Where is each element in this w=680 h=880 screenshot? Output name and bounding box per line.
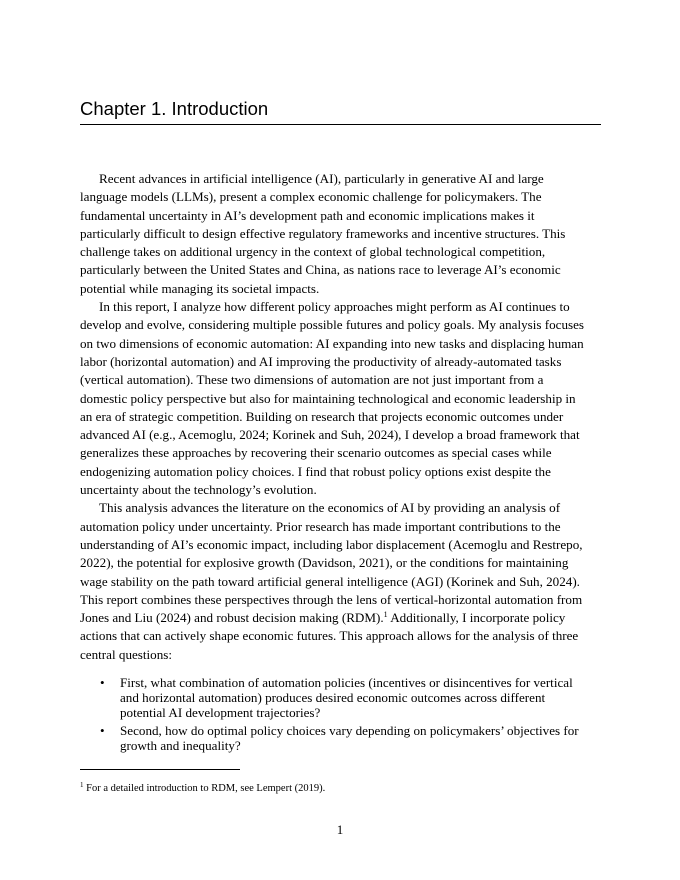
text-line: advanced AI (e.g., Acemoglu, 2024; Korinek and Suh, 2024), I develop a broad framework that xyxy=(80,427,580,443)
text-line: 2022), the potential for explosive growth (Davidson, 2021), or the conditions for maintaining xyxy=(80,555,569,571)
list-item xyxy=(80,675,605,720)
question-list xyxy=(80,675,605,756)
text-line: understanding of AI’s economic impact, including labor displacement (Acemoglu and Restrepo, xyxy=(80,536,583,552)
text-line: language models (LLMs), present a complex economic challenge for policymakers. The xyxy=(80,189,542,205)
text-line: develop and evolve, considering multiple possible futures and policy goals. My analysis focuses xyxy=(80,317,585,333)
text-line: on two dimensions of economic automation: AI expanding into new tasks and displacing human xyxy=(80,335,584,351)
text-line: uncertainty about the technology’s evolution. xyxy=(80,482,317,498)
text-line: particularly difficult to design effective regulatory frameworks and incentive structures. This xyxy=(80,225,566,241)
text-line: actions that can actively shape economic futures. This approach allows for the analysis of three xyxy=(80,628,579,644)
text-line: an era of strategic competition. Building on research that projects economic outcomes under xyxy=(80,408,564,424)
text-line: particularly between the United States and China, as nations race to leverage AI’s economic xyxy=(80,262,561,278)
paragraph-3 xyxy=(80,499,605,664)
text-line: fundamental uncertainty in AI’s development path and economic implications makes it xyxy=(80,207,535,223)
text-line: generalizes these approaches by recovering their scenario outcomes as special cases while xyxy=(80,445,552,461)
text-line: This report combines these perspectives through the lens of vertical-horizontal automation from xyxy=(80,591,583,607)
footnote-reference[interactable]: 1 xyxy=(383,610,388,620)
text-line: wage stability on the path toward artificial general intelligence (AGI) (Korinek and Suh, 2024). xyxy=(80,573,580,589)
text-line: Second, how do optimal policy choices vary depending on policymakers’ objectives for xyxy=(120,723,579,738)
text-line: labor (horizontal automation) and AI improving the productivity of already-automated tasks xyxy=(80,353,562,369)
title-underline xyxy=(80,124,601,125)
text-line: potential while managing its societal impacts. xyxy=(80,280,320,296)
bullet-icon: • xyxy=(100,675,105,690)
footnote-separator xyxy=(80,769,240,770)
text-line: central questions: xyxy=(80,646,172,662)
text-line: challenge takes on additional urgency in the context of global technological competition, xyxy=(80,244,546,260)
list-item xyxy=(80,723,605,753)
bullet-icon: • xyxy=(100,723,105,738)
text-line: growth and inequality? xyxy=(120,738,241,753)
text-line-with-footnote xyxy=(80,609,605,627)
paragraph-1 xyxy=(80,170,605,298)
text-line: This analysis advances the literature on the economics of AI by providing an analysis of xyxy=(99,500,561,516)
text-line: endogenizing automation policy choices. I find that robust policy options exist despite the xyxy=(80,463,551,479)
body-text xyxy=(80,170,605,664)
text-line: and horizontal automation) produces desired economic outcomes across different xyxy=(120,690,546,705)
paragraph-2 xyxy=(80,298,605,499)
text-line: (vertical automation). These two dimensions of automation are not just important from a xyxy=(80,372,544,388)
text-line: automation policy under uncertainty. Prior research has made important contributions to the xyxy=(80,518,561,534)
text-segment: Jones and Liu (2024) and robust decision making (RDM). xyxy=(80,610,384,626)
footnote-text: For a detailed introduction to RDM, see Lempert (2019). xyxy=(83,783,326,794)
text-line: potential AI development trajectories? xyxy=(120,705,321,720)
text-line: First, what combination of automation policies (incentives or disincentives for vertical xyxy=(120,675,573,690)
footnote xyxy=(80,782,325,795)
text-line: Recent advances in artificial intelligence (AI), particularly in generative AI and large xyxy=(99,171,544,186)
text-line: domestic policy perspective but also for maintaining technological and economic leadership in xyxy=(80,390,576,406)
text-line: In this report, I analyze how different policy approaches might perform as AI continues to xyxy=(99,299,570,315)
footnote-marker: 1 xyxy=(80,781,84,789)
page-number: 1 xyxy=(336,822,344,837)
text-segment: Additionally, I incorporate policy xyxy=(387,610,566,626)
chapter-title: Chapter 1. Introduction xyxy=(80,98,269,119)
